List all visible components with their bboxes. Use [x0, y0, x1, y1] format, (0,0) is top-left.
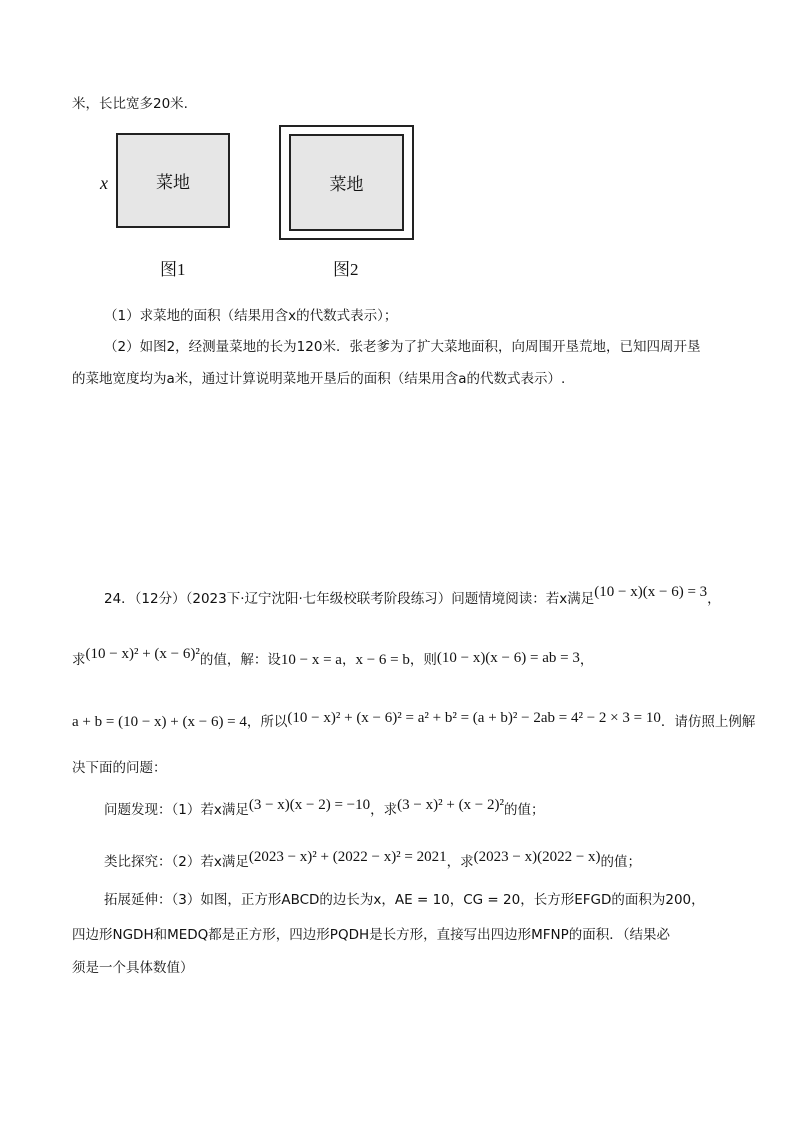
q24-header-equation: (10 − x)(x − 6) = 3 [594, 584, 708, 600]
q24-line3-eq2: (10 − x)² + (x − 6)² = a² + b² = (a + b)² − 2ab = 4² − 2 × 3 = 10 [287, 710, 661, 726]
q24-part2-eq1: (2023 − x)² + (2022 − x)² = 2021 [248, 849, 447, 865]
q24-line2-a: 求 [72, 652, 86, 668]
q24-line2-b: 的值，解：设 [199, 652, 281, 668]
q24-line2-eq1: (10 − x)² + (x − 6)² [85, 646, 200, 662]
fig1-caption: 图1 [160, 260, 186, 279]
fig2-caption: 图2 [333, 260, 359, 279]
q24-part2 [104, 849, 642, 872]
q24-part1-c: 的值； [504, 802, 545, 818]
fig2-outer-border [279, 125, 414, 240]
fig1-plot-label: 菜地 [156, 173, 190, 193]
q24-line3-eq1: a + b = (10 − x) + (x − 6) = 4 [72, 714, 247, 730]
q24-line2-eq3: x − 6 = b [355, 652, 410, 668]
q24-part3-line3: 须是一个具体数值） [72, 960, 194, 976]
q24-part1-a: 问题发现：（1）若x满足 [104, 802, 249, 818]
q23-part1: （1）求菜地的面积（结果用含x的代数式表示）； [104, 308, 398, 324]
q24-part1-eq2: (3 − x)² + (x − 2)² [397, 797, 505, 813]
q23-part2-line1: （2）如图2，经测量菜地的长为120米．张老爹为了扩大菜地面积，向周围开垦荒地，已知四周开垦 [104, 339, 701, 355]
fig2-plot [289, 134, 404, 231]
q24-line3-a: ，所以 [246, 714, 288, 730]
q24-part2-a: 类比探究：（2）若x满足 [104, 854, 249, 870]
q24-part1-eq1: (3 − x)(x − 2) = −10 [248, 797, 371, 813]
q24-line4: 决下面的问题： [72, 760, 167, 776]
q24-header: 24．（12分）（2023下·辽宁沈阳·七年级校联考阶段练习）问题情境阅读：若x满足(10 − x)(x − 6) = 3， [104, 584, 721, 607]
q24-line3-b: ．请仿照上例解 [660, 714, 756, 730]
fig1-plot [116, 133, 230, 228]
fig1-x-label: x [100, 173, 108, 193]
q24-part1-b: ，求 [370, 802, 398, 818]
q24-line3 [72, 712, 755, 732]
q24-part2-c: 的值； [600, 854, 642, 870]
q24-line2-c: ，则 [409, 652, 437, 668]
q23-part2-line2: 的菜地宽度均为a米，通过计算说明菜地开垦后的面积（结果用含a的代数式表示）. [72, 371, 566, 387]
q24-part1 [104, 797, 545, 820]
q24-part2-b: ，求 [446, 854, 474, 870]
q24-line2: 求(10 − x)² + (x − 6)²的值，解：设10 − x = a，x − 6 = b，则(10 − x)(x − 6) = ab = 3， [72, 646, 594, 668]
q24-part3-line2: 四边形NGDH和MEDQ都是正方形，四边形PQDH是长方形，直接写出四边形MFNP的面积．（结果必 [72, 927, 671, 943]
q24-part2-eq2: (2023 − x)(2022 − x) [473, 849, 601, 865]
q24-part3-line1: 拓展延伸：（3）如图，正方形ABCD的边长为x，AE = 10，CG = 20，长方形EFGD的面积为200， [104, 892, 705, 908]
q24-line2-eq4: (10 − x)(x − 6) = ab = 3 [436, 650, 580, 666]
q24-header-text: 24．（12分）（2023下·辽宁沈阳·七年级校联考阶段练习）问题情境阅读：若x满足 [104, 591, 595, 607]
q24-line2-eq2: 10 − x = a [280, 652, 342, 668]
fig2-plot-label: 菜地 [329, 175, 364, 195]
intro-line: 米，长比宽多20米. [72, 96, 188, 112]
